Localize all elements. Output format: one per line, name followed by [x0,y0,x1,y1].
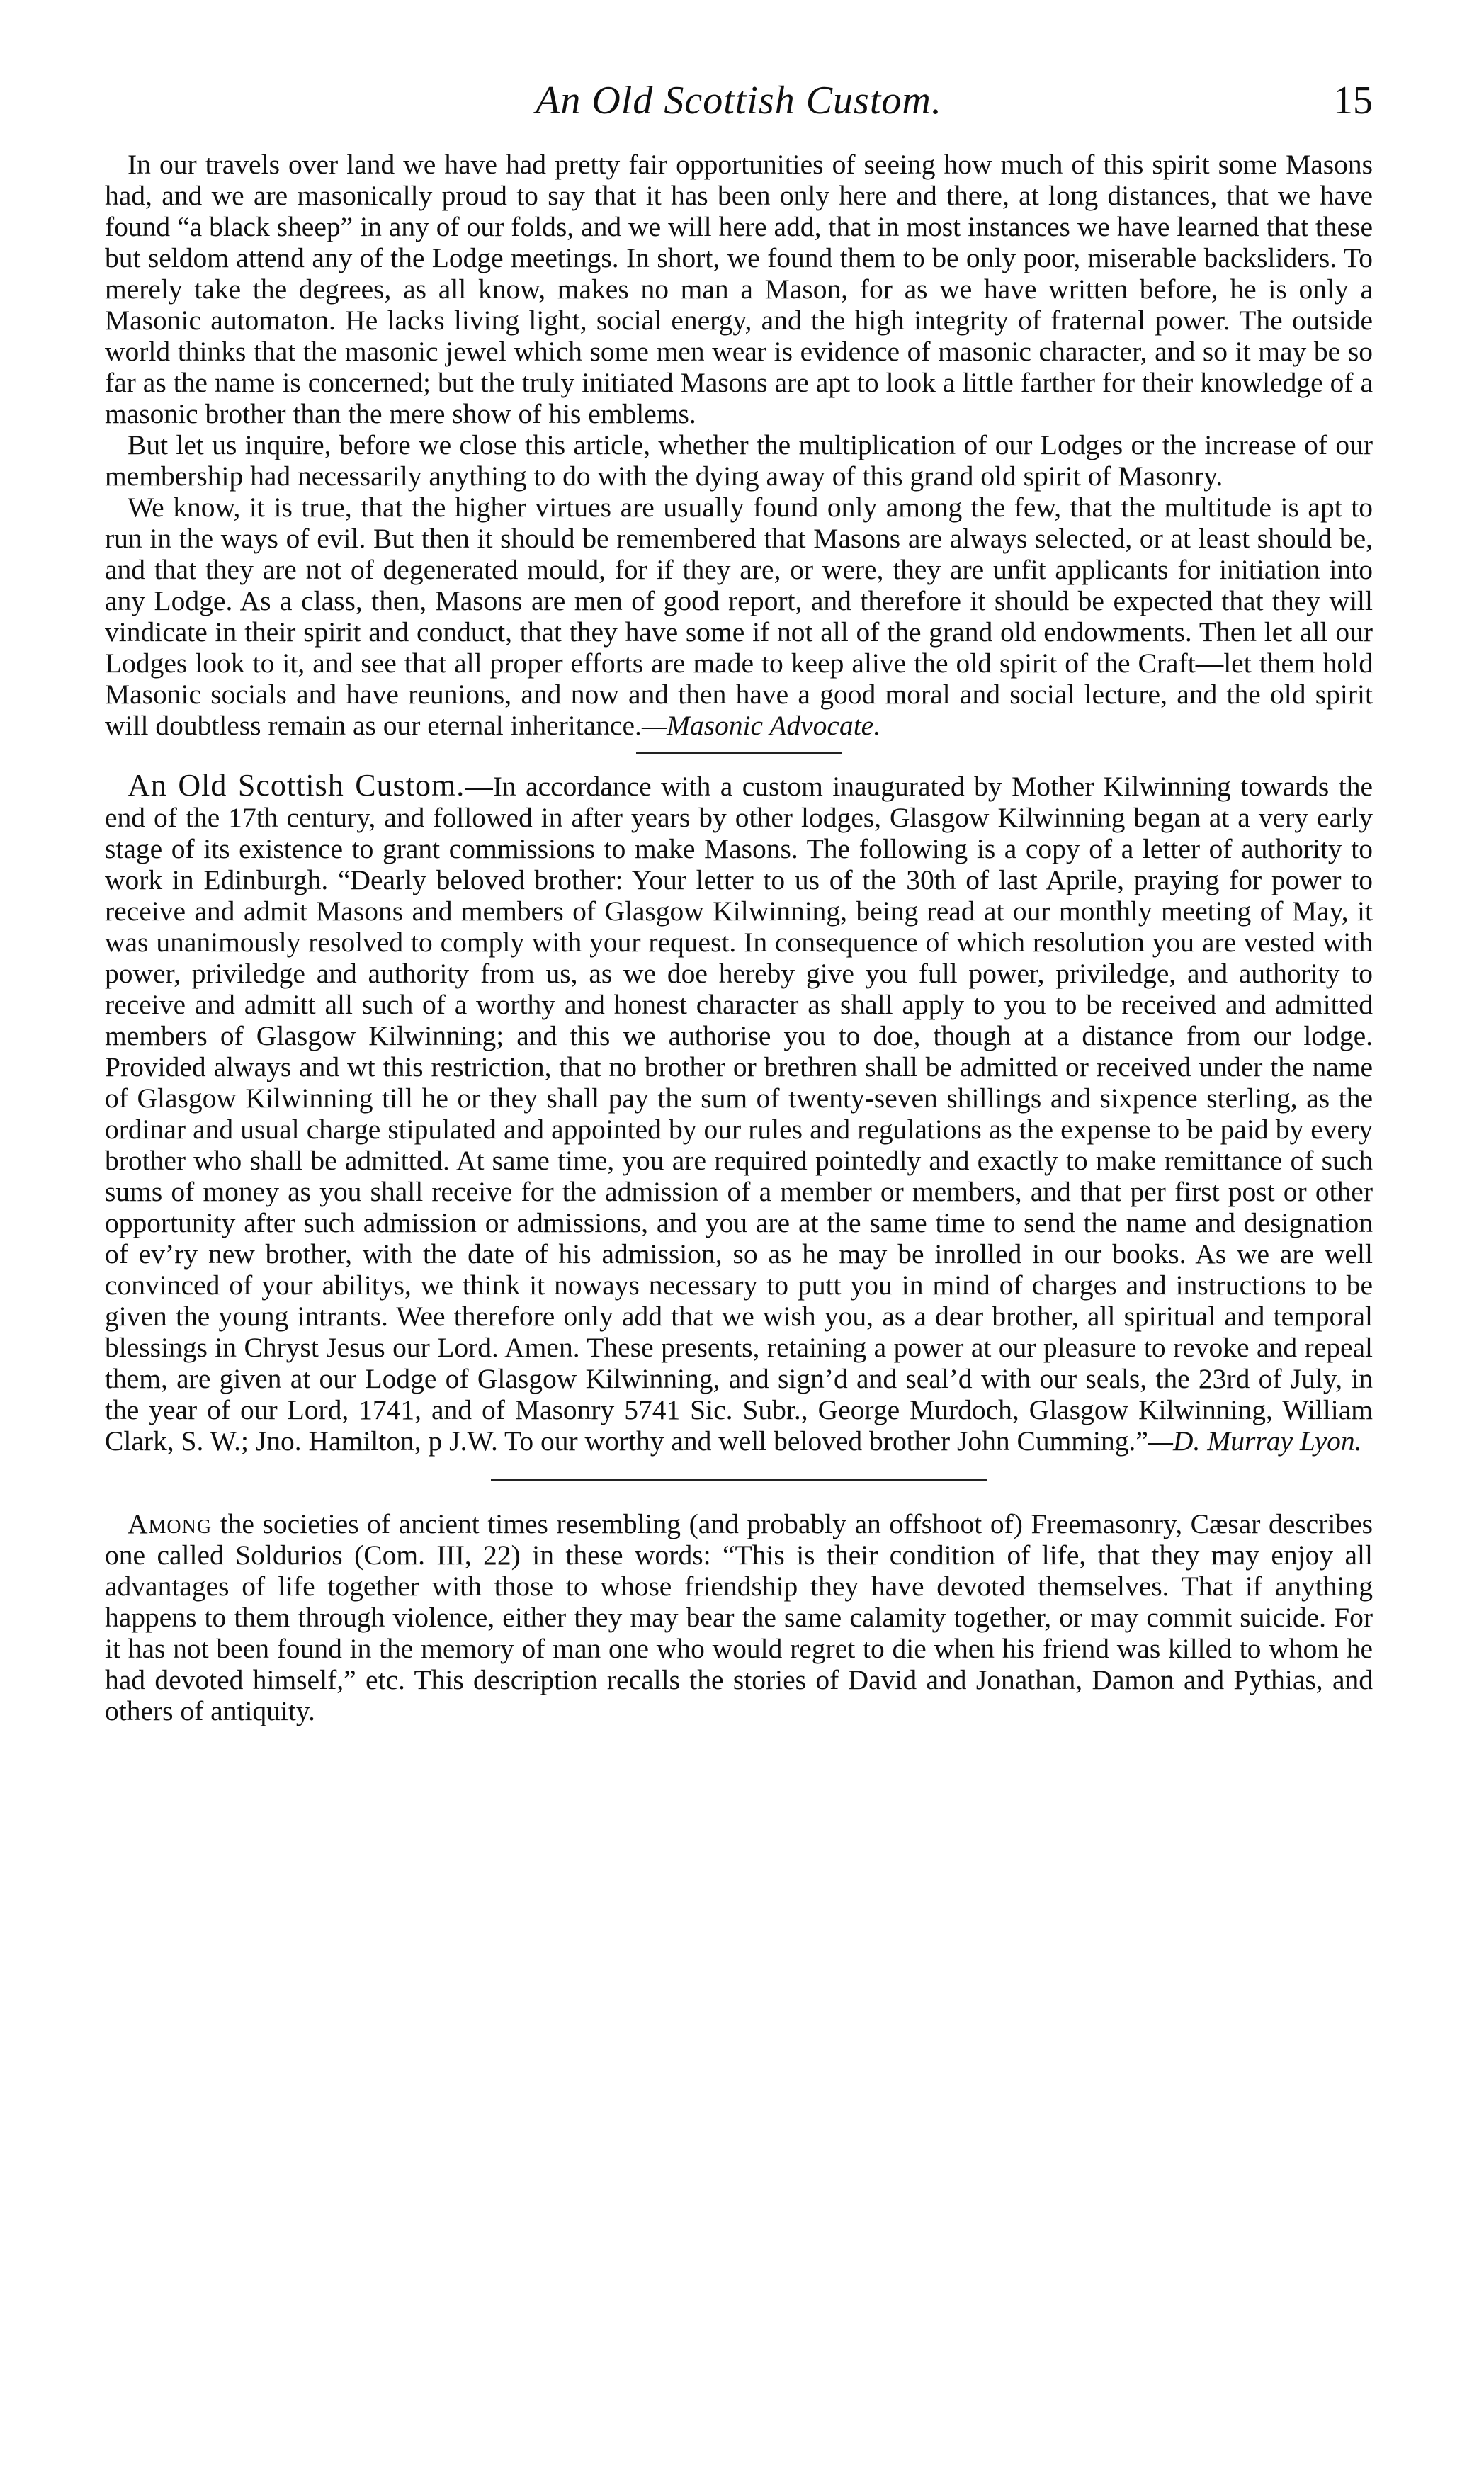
paragraph-1: In our travels over land we have had pretty fair opportunities of seeing how much of this spirit some Masons had, and we are masonically proud to say that it has been only here and there, at long distances, that we have found “a black sheep” in any of our folds, and we will here add, that in most instances we have learned that these but seldom attend any of the Lodge meetings. In short, we found them to be only poor, miserable backsliders. To merely take the degrees, as all know, makes no man a Mason, for as we have written before, he is only a Masonic automaton. He lacks living light, social energy, and the high integrity of fraternal power. The outside world thinks that the masonic jewel which some men wear is evidence of masonic character, and so it may be so far as the name is concerned; but the truly initiated Masons are apt to look a little farther for their knowledge of a masonic brother than the mere show of his emblems. [105,149,1373,429]
running-header [105,78,1373,149]
custom-paragraph [105,770,1373,1457]
page-number: 15 [1333,79,1373,123]
section-divider-2 [491,1479,987,1481]
page-content [105,78,1373,1726]
running-title: An Old Scottish Custom. [536,79,942,123]
soldurios-text: the societies of ancient times resembling (and probably an offshoot of) Freemasonry, Cæsar describes one called Soldurios (Com. III, 22) in these words: “This is their condition of life, that they may enjoy all advantages of life together with those to whose friendship they have devoted themselves. That if anything happens to them through violence, either they may bear the same calamity together, or may commit suicide. For it has not been found in the memory of man one who would regret to die when his friend was killed to whom he had devoted himself,” etc. This description recalls the stories of David and Jonathan, Damon and Pythias, and others of antiquity. [105,1508,1373,1726]
paragraph-2: But let us inquire, before we close this article, whether the multiplication of our Lodges or the increase of our membership had necessarily anything to do with the dying away of this grand old spirit of Masonry. [105,429,1373,492]
article-continuation [105,149,1373,741]
soldurios-paragraph [105,1508,1373,1726]
source-byline: —Masonic Advocate. [641,710,881,741]
paragraph-3 [105,492,1373,741]
lead-word: Among [128,1508,213,1539]
section-divider [636,752,842,754]
soldurios-section [105,1508,1373,1726]
old-scottish-custom-section [105,770,1373,1457]
author-byline: —D. Murray Lyon. [1148,1425,1362,1457]
custom-text: —In accordance with a custom inaugurated by Mother Kilwinning towards the end of the 17th century, and followed in after years by other lodges, Glasgow Kilwinning began at a very early stage of its existence to grant commissions to make Masons. The following is a copy of a letter of authority to work in Edinburgh. “Dearly beloved brother: Your letter to us of the 30th of last Aprile, praying for power to receive and admit Masons and members of Glasgow Kilwinning, being read at our monthly meeting of May, it was unanimously resolved to comply with your request. In consequence of which resolution you are vested with power, priviledge and authority from us, as we doe hereby give you full power, priviledge, and authority to receive and admitt all such of a worthy and honest character as shall apply to you to be received and admitted members of Glasgow Kilwinning; and this we authorise you to doe, though at a distance from our lodge. Provided always and wt this restriction, that no brother or brethren shall be admitted or received under the name of Glasgow Kilwinning till he or they shall pay the sum of twenty-seven shillings and sixpence sterling, as the ordinar and usual charge stipulated and appointed by our rules and regulations as the expense to be paid by every brother who shall be admitted. At same time, you are required pointedly and exactly to make remittance of such sums of money as you shall receive for the admission of a member or members, and that per first post or other opportunity after such admission or admissions, and you are at the same time to send the name and designation of ev’ry new brother, with the date of his admission, so as he may be inrolled in our books. As we are well convinced of your abilitys, we think it noways necessary to putt you in mind of charges and instructions to be given the young intrants. Wee therefore only add that we wish you, as a dear brother, all spiritual and temporal blessings in Chryst Jesus our Lord. Amen. These presents, retaining a power at our pleasure to revoke and repeal them, are given at our Lodge of Glasgow Kilwinning, and sign’d and seal’d with our seals, the 23rd of July, in the year of our Lord, 1741, and of Masonry 5741 Sic. Subr., George Murdoch, Glasgow Kilwinning, William Clark, S. W.; Jno. Hamilton, p J.W. To our worthy and well beloved brother John Cumming.” [105,771,1373,1457]
section-title: An Old Scottish Custom. [128,768,465,803]
paragraph-3-text: We know, it is true, that the higher virtues are usually found only among the few, that the multitude is apt to run in the ways of evil. But then it should be remembered that Masons are always selected, or at least should be, and that they are not of degenerated mould, for if they are, or were, they are unfit applicants for initiation into any Lodge. As a class, then, Masons are men of good report, and therefore it should be expected that they will vindicate in their spirit and conduct, that they have some if not all of the grand old endowments. Then let all our Lodges look to it, and see that all proper efforts are made to keep alive the old spirit of the Craft—let them hold Masonic socials and have reunions, and now and then have a good moral and social lecture, and the old spirit will doubtless remain as our eternal inheritance. [105,492,1373,741]
